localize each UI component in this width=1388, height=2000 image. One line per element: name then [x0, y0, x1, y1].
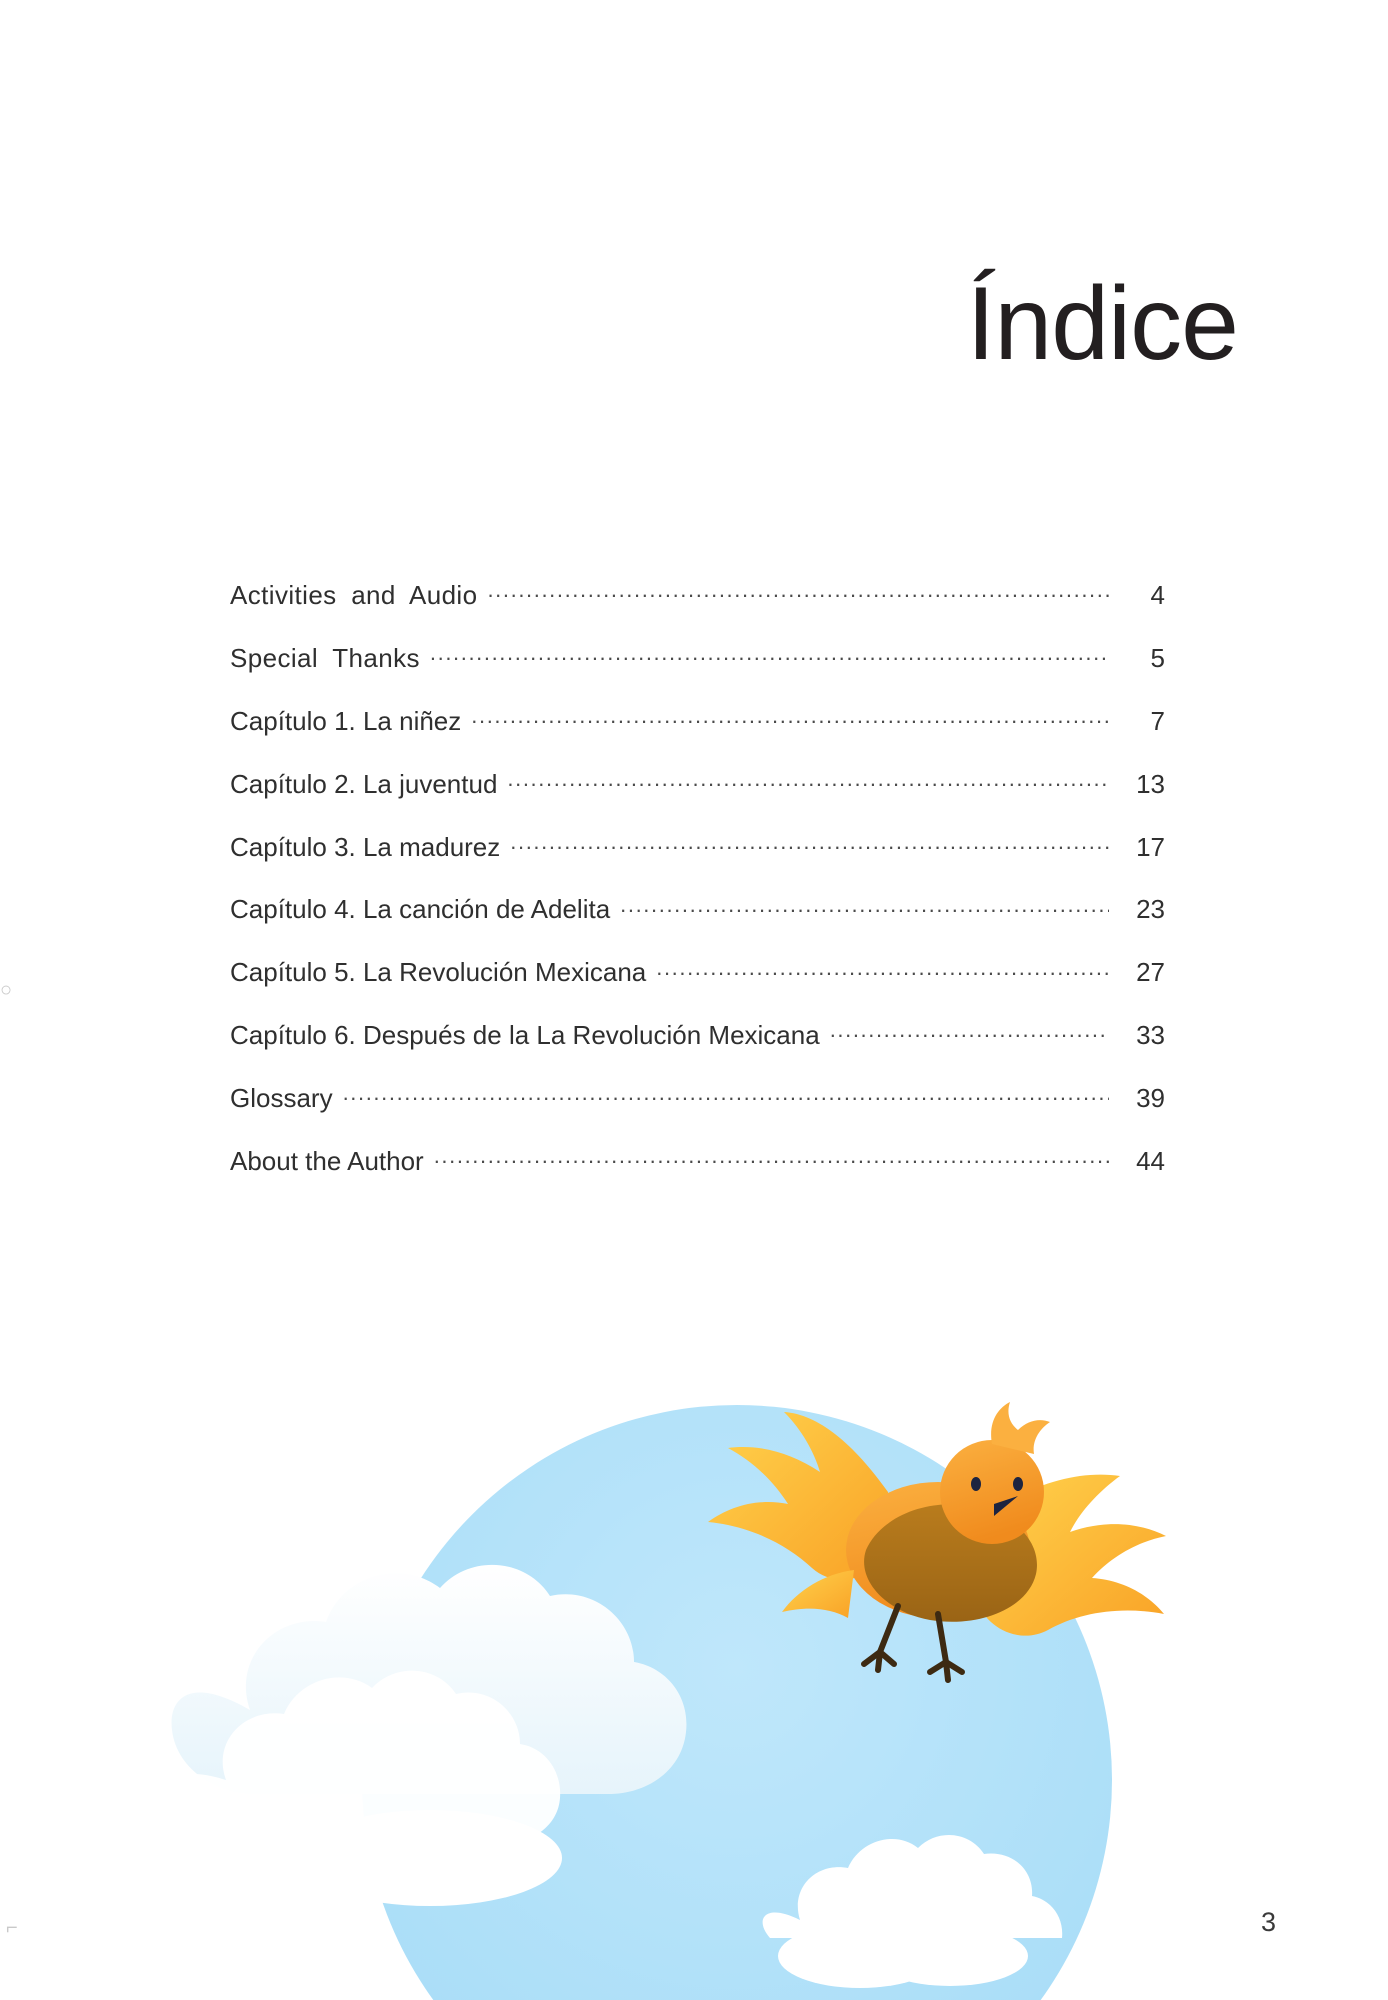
toc-entry-page: 17: [1136, 831, 1165, 862]
toc-entry[interactable]: [230, 830, 1165, 863]
toc-entry-label: Glossary: [230, 1083, 333, 1114]
page-number: 3: [1260, 1907, 1276, 1937]
toc-entry-page: 4: [1150, 580, 1165, 610]
toc-leader-dots: [434, 1144, 1109, 1170]
toc-leader-dots: [830, 1018, 1109, 1044]
page-title: Índice: [966, 266, 1238, 382]
toc-entry-page: 5: [1150, 642, 1165, 673]
toc-entry-label: Special Thanks: [230, 642, 420, 673]
toc-entry[interactable]: [230, 641, 1165, 674]
toc-entry-label: Capítulo 2. La juventud: [230, 768, 498, 799]
toc-leader-dots: [510, 830, 1109, 856]
toc-entry-label: Capítulo 5. La Revolución Mexicana: [230, 957, 647, 988]
toc-entry-label: Capítulo 3. La madurez: [230, 831, 501, 862]
bird-beak-icon: [994, 1496, 1018, 1516]
toc-leader-dots: [656, 955, 1109, 981]
bird-eye-icon: [1013, 1477, 1023, 1491]
table-of-contents: [230, 578, 1165, 1207]
toc-entry-label: Capítulo 1. La niñez: [230, 705, 462, 736]
toc-leader-dots: [487, 578, 1109, 604]
toc-entry-page: 7: [1150, 705, 1165, 736]
flying-bird-illustration: [0, 1360, 1388, 2000]
toc-entry[interactable]: [230, 955, 1165, 988]
toc-entry[interactable]: [230, 892, 1165, 925]
toc-entry-page: 33: [1136, 1020, 1165, 1051]
toc-entry[interactable]: [230, 1144, 1165, 1177]
bird-eye-icon: [971, 1477, 981, 1491]
toc-entry-page: 44: [1136, 1146, 1165, 1177]
left-edge-ring-icon: ○: [0, 979, 13, 1001]
toc-entry[interactable]: [230, 704, 1165, 737]
toc-leader-dots: [430, 641, 1109, 667]
toc-leader-dots: [507, 767, 1109, 793]
toc-leader-dots: [620, 892, 1109, 918]
toc-entry[interactable]: [230, 578, 1165, 611]
toc-entry-label: Capítulo 6. Después de la La Revolución Mexicana: [230, 1020, 820, 1051]
toc-entry-page: 39: [1136, 1083, 1165, 1114]
cloud-small-icon: [763, 1835, 1063, 1988]
bird-legs-icon: [864, 1606, 962, 1680]
toc-entry-page: 23: [1136, 894, 1165, 925]
sky-circle-icon: [362, 1405, 1112, 2000]
bird-icon: [708, 1402, 1166, 1680]
toc-entry-page: 13: [1136, 768, 1165, 799]
toc-entry[interactable]: [230, 1018, 1165, 1051]
toc-entry[interactable]: [230, 767, 1165, 800]
left-edge-tick-icon: ⌐: [6, 1917, 18, 1939]
toc-leader-dots: [471, 704, 1109, 730]
toc-entry-label: Capítulo 4. La canción de Adelita: [230, 894, 611, 925]
cloud-large-icon: [162, 1565, 686, 1910]
toc-leader-dots: [343, 1081, 1109, 1107]
toc-entry-label: About the Author: [230, 1146, 424, 1177]
toc-entry-page: 27: [1136, 957, 1165, 988]
toc-entry-label: Activities and Audio: [230, 580, 478, 610]
toc-entry[interactable]: [230, 1081, 1165, 1114]
